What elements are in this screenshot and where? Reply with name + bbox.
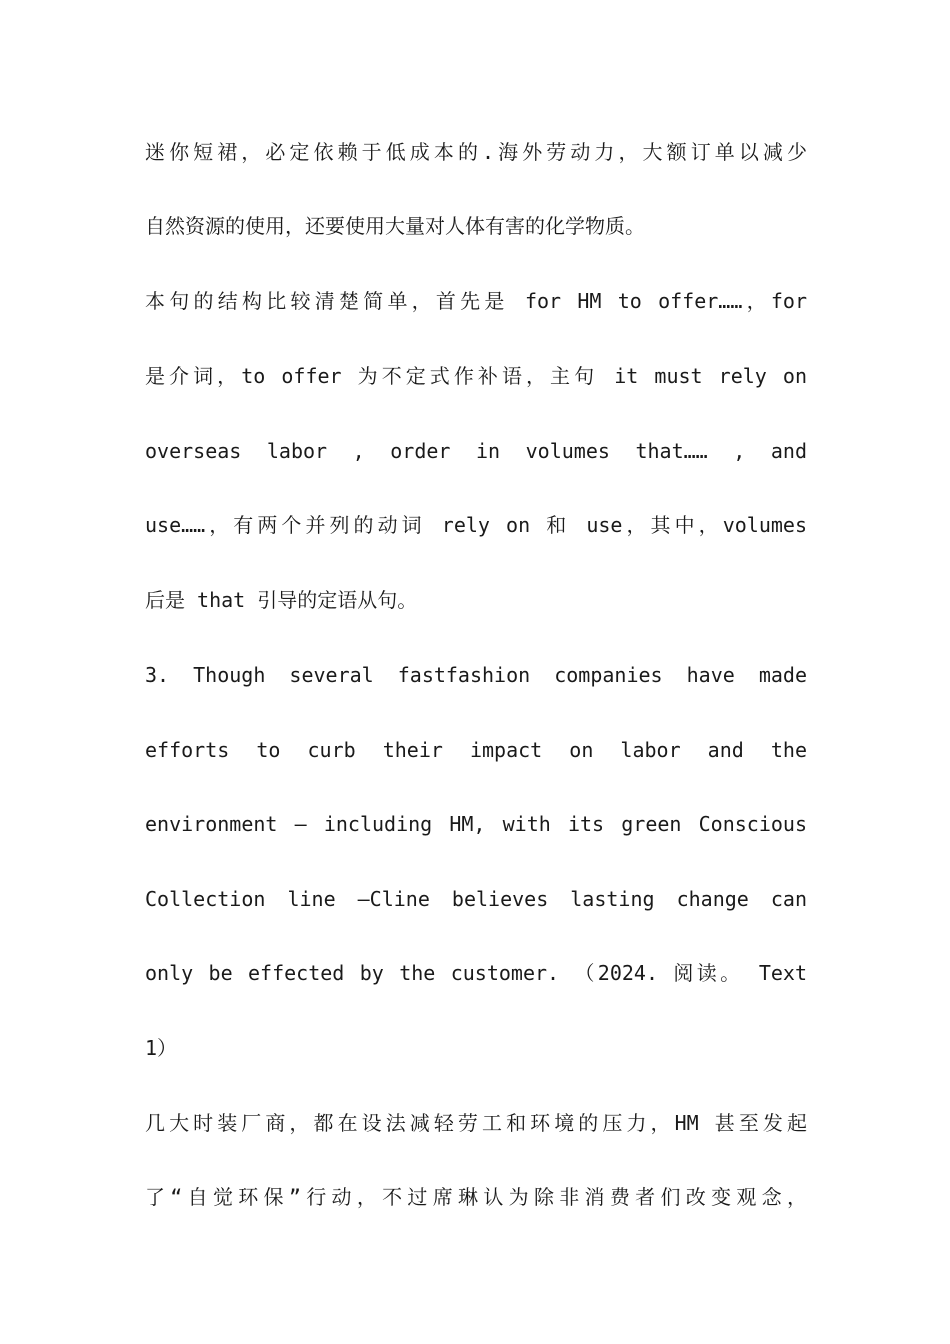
text-line: 迷你短裙，必定依赖于低成本的.海外劳动力，大额订单以减少 [145, 140, 807, 164]
text-line: 后是 that 引导的定语从句。 [145, 588, 418, 612]
text-line: 1） [145, 1036, 178, 1060]
text-line: 了“自觉环保”行动，不过席琳认为除非消费者们改变观念， [145, 1185, 807, 1209]
text-line: only be effected by the customer. （2024. 阅读。 Text [145, 961, 807, 985]
text-line: environment – including HM, with its green Conscious [145, 812, 807, 836]
text-line: 自然资源的使用，还要使用大量对人体有害的化学物质。 [145, 214, 645, 238]
text-line: 本句的结构比较清楚简单，首先是 for HM to offer……，for [145, 289, 807, 313]
text-line: 几大时装厂商，都在设法减轻劳工和环境的压力，HM 甚至发起 [145, 1111, 807, 1135]
text-line: efforts to curb their impact on labor and the [145, 738, 807, 762]
text-line: 3. Though several fastfashion companies have made [145, 663, 807, 687]
text-line: overseas labor , order in volumes that…… , and [145, 439, 807, 463]
text-line: 是介词，to offer 为不定式作补语，主句 it must rely on [145, 364, 807, 388]
text-line: use……，有两个并列的动词 rely on 和 use，其中，volumes [145, 513, 807, 537]
text-line: Collection line –Cline believes lasting change can [145, 887, 807, 911]
